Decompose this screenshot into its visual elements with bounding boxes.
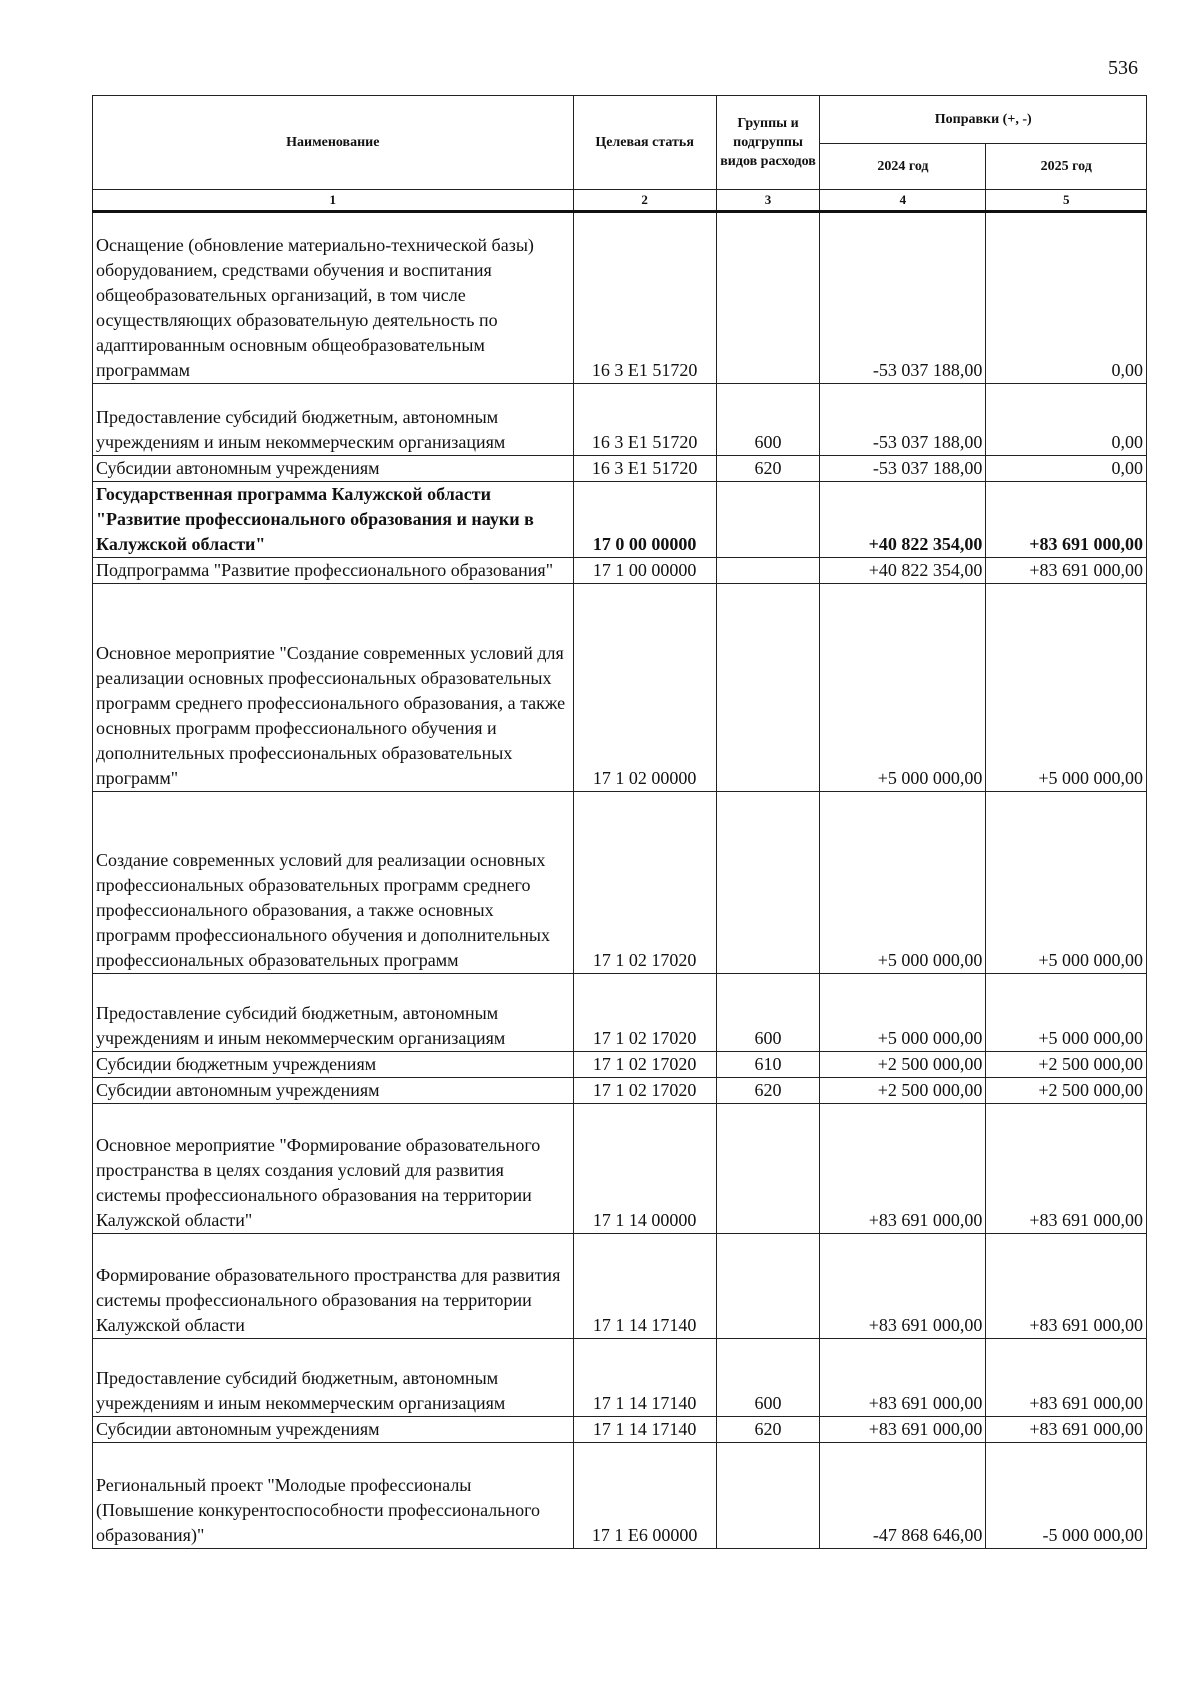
table-row (93, 584, 1147, 792)
col-number-5: 5 (986, 190, 1147, 212)
row-amount-2024: -53 037 188,00 (820, 384, 986, 456)
row-code: 16 3 E1 51720 (573, 384, 716, 456)
row-amount-2024: +5 000 000,00 (820, 974, 986, 1052)
row-name: Предоставление субсидий бюджетным, автономным учреждениям и иным некоммерческим организациям (93, 384, 574, 456)
table-row (93, 974, 1147, 1052)
row-amount-2025: 0,00 (986, 456, 1147, 482)
col-number-1: 1 (93, 190, 574, 212)
row-group: 600 (716, 974, 820, 1052)
row-amount-2025: +5 000 000,00 (986, 792, 1147, 974)
row-group: 620 (716, 1417, 820, 1443)
row-amount-2025: +2 500 000,00 (986, 1078, 1147, 1104)
table-row (93, 1104, 1147, 1234)
row-amount-2024: -53 037 188,00 (820, 212, 986, 384)
table-row (93, 1052, 1147, 1078)
row-group (716, 1234, 820, 1339)
row-name: Предоставление субсидий бюджетным, автономным учреждениям и иным некоммерческим организациям (93, 1339, 574, 1417)
table-row (93, 1417, 1147, 1443)
row-name: Подпрограмма "Развитие профессионального образования" (93, 558, 574, 584)
row-name: Создание современных условий для реализации основных профессиональных образовательных программ среднего профессионального образования, а также основных программ профессионального обучения и дополнительных профессиональных образовательных программ (93, 792, 574, 974)
header-amendments: Поправки (+, -) (820, 96, 1147, 144)
row-amount-2025: 0,00 (986, 212, 1147, 384)
row-amount-2024: +2 500 000,00 (820, 1078, 986, 1104)
row-amount-2025: +2 500 000,00 (986, 1052, 1147, 1078)
row-code: 17 1 14 17140 (573, 1417, 716, 1443)
row-amount-2025: +5 000 000,00 (986, 584, 1147, 792)
row-name: Оснащение (обновление материально-технической базы) оборудованием, средствами обучения и воспитания общеобразовательных организаций, в том числе осуществляющих образовательную деятельность по адаптированным основным общеобразовательным программам (93, 212, 574, 384)
table-row (93, 456, 1147, 482)
row-amount-2025: +83 691 000,00 (986, 558, 1147, 584)
row-amount-2024: +83 691 000,00 (820, 1234, 986, 1339)
row-amount-2025: 0,00 (986, 384, 1147, 456)
row-amount-2025: -5 000 000,00 (986, 1443, 1147, 1549)
row-code: 17 1 02 17020 (573, 792, 716, 974)
row-amount-2024: +40 822 354,00 (820, 558, 986, 584)
row-amount-2025: +83 691 000,00 (986, 1104, 1147, 1234)
table-row (93, 1339, 1147, 1417)
row-amount-2024: -47 868 646,00 (820, 1443, 986, 1549)
row-amount-2025: +83 691 000,00 (986, 1234, 1147, 1339)
row-name: Государственная программа Калужской области "Развитие профессионального образования и науки в Калужской области" (93, 482, 574, 558)
header-name: Наименование (93, 96, 574, 190)
row-code: 17 1 E6 00000 (573, 1443, 716, 1549)
header-groups: Группы и подгруппы видов расходов (716, 96, 820, 190)
row-code: 17 1 14 17140 (573, 1339, 716, 1417)
row-group: 620 (716, 1078, 820, 1104)
row-code: 17 1 02 00000 (573, 584, 716, 792)
row-amount-2025: +83 691 000,00 (986, 1339, 1147, 1417)
row-group (716, 584, 820, 792)
row-group (716, 558, 820, 584)
row-name: Субсидии автономным учреждениям (93, 1078, 574, 1104)
row-name: Субсидии автономным учреждениям (93, 456, 574, 482)
row-amount-2024: +2 500 000,00 (820, 1052, 986, 1078)
row-group (716, 792, 820, 974)
col-number-2: 2 (573, 190, 716, 212)
row-name: Формирование образовательного пространства для развития системы профессионального образования на территории Калужской области (93, 1234, 574, 1339)
row-amount-2024: +5 000 000,00 (820, 792, 986, 974)
table-row (93, 212, 1147, 384)
header-year-2025: 2025 год (986, 144, 1147, 190)
row-amount-2024: +83 691 000,00 (820, 1104, 986, 1234)
row-code: 17 1 00 00000 (573, 558, 716, 584)
row-amount-2025: +5 000 000,00 (986, 974, 1147, 1052)
row-name: Региональный проект "Молодые профессионалы (Повышение конкурентоспособности профессионального образования)" (93, 1443, 574, 1549)
row-code: 16 3 E1 51720 (573, 456, 716, 482)
table-row (93, 1443, 1147, 1549)
row-code: 17 1 14 17140 (573, 1234, 716, 1339)
row-name: Субсидии бюджетным учреждениям (93, 1052, 574, 1078)
row-name: Основное мероприятие "Создание современных условий для реализации основных профессиональных образовательных программ среднего профессионального образования, а также основных программ профессионального обучения и дополнительных профессиональных образовательных программ" (93, 584, 574, 792)
budget-amendments-table (92, 95, 1147, 1549)
row-group: 600 (716, 1339, 820, 1417)
col-number-3: 3 (716, 190, 820, 212)
header-year-2024: 2024 год (820, 144, 986, 190)
row-code: 17 1 02 17020 (573, 1078, 716, 1104)
row-amount-2024: +83 691 000,00 (820, 1417, 986, 1443)
table-row (93, 1234, 1147, 1339)
table-row (93, 1078, 1147, 1104)
header-target: Целевая статья (573, 96, 716, 190)
row-amount-2024: -53 037 188,00 (820, 456, 986, 482)
row-group: 600 (716, 384, 820, 456)
row-code: 17 1 02 17020 (573, 1052, 716, 1078)
row-group (716, 1104, 820, 1234)
table-row (93, 558, 1147, 584)
table-row (93, 384, 1147, 456)
row-code: 17 1 02 17020 (573, 974, 716, 1052)
col-number-4: 4 (820, 190, 986, 212)
row-code: 17 1 14 00000 (573, 1104, 716, 1234)
row-group: 610 (716, 1052, 820, 1078)
row-code: 17 0 00 00000 (573, 482, 716, 558)
row-amount-2024: +5 000 000,00 (820, 584, 986, 792)
page-number: 536 (1108, 57, 1138, 79)
row-code: 16 3 E1 51720 (573, 212, 716, 384)
row-group: 620 (716, 456, 820, 482)
row-name: Основное мероприятие "Формирование образовательного пространства в целях создания условий для развития системы профессионального образования на территории Калужской области" (93, 1104, 574, 1234)
row-amount-2025: +83 691 000,00 (986, 482, 1147, 558)
row-group (716, 482, 820, 558)
row-name: Предоставление субсидий бюджетным, автономным учреждениям и иным некоммерческим организациям (93, 974, 574, 1052)
row-name: Субсидии автономным учреждениям (93, 1417, 574, 1443)
row-amount-2024: +40 822 354,00 (820, 482, 986, 558)
row-group (716, 1443, 820, 1549)
row-group (716, 212, 820, 384)
table-row (93, 792, 1147, 974)
table-row (93, 482, 1147, 558)
row-amount-2025: +83 691 000,00 (986, 1417, 1147, 1443)
row-amount-2024: +83 691 000,00 (820, 1339, 986, 1417)
